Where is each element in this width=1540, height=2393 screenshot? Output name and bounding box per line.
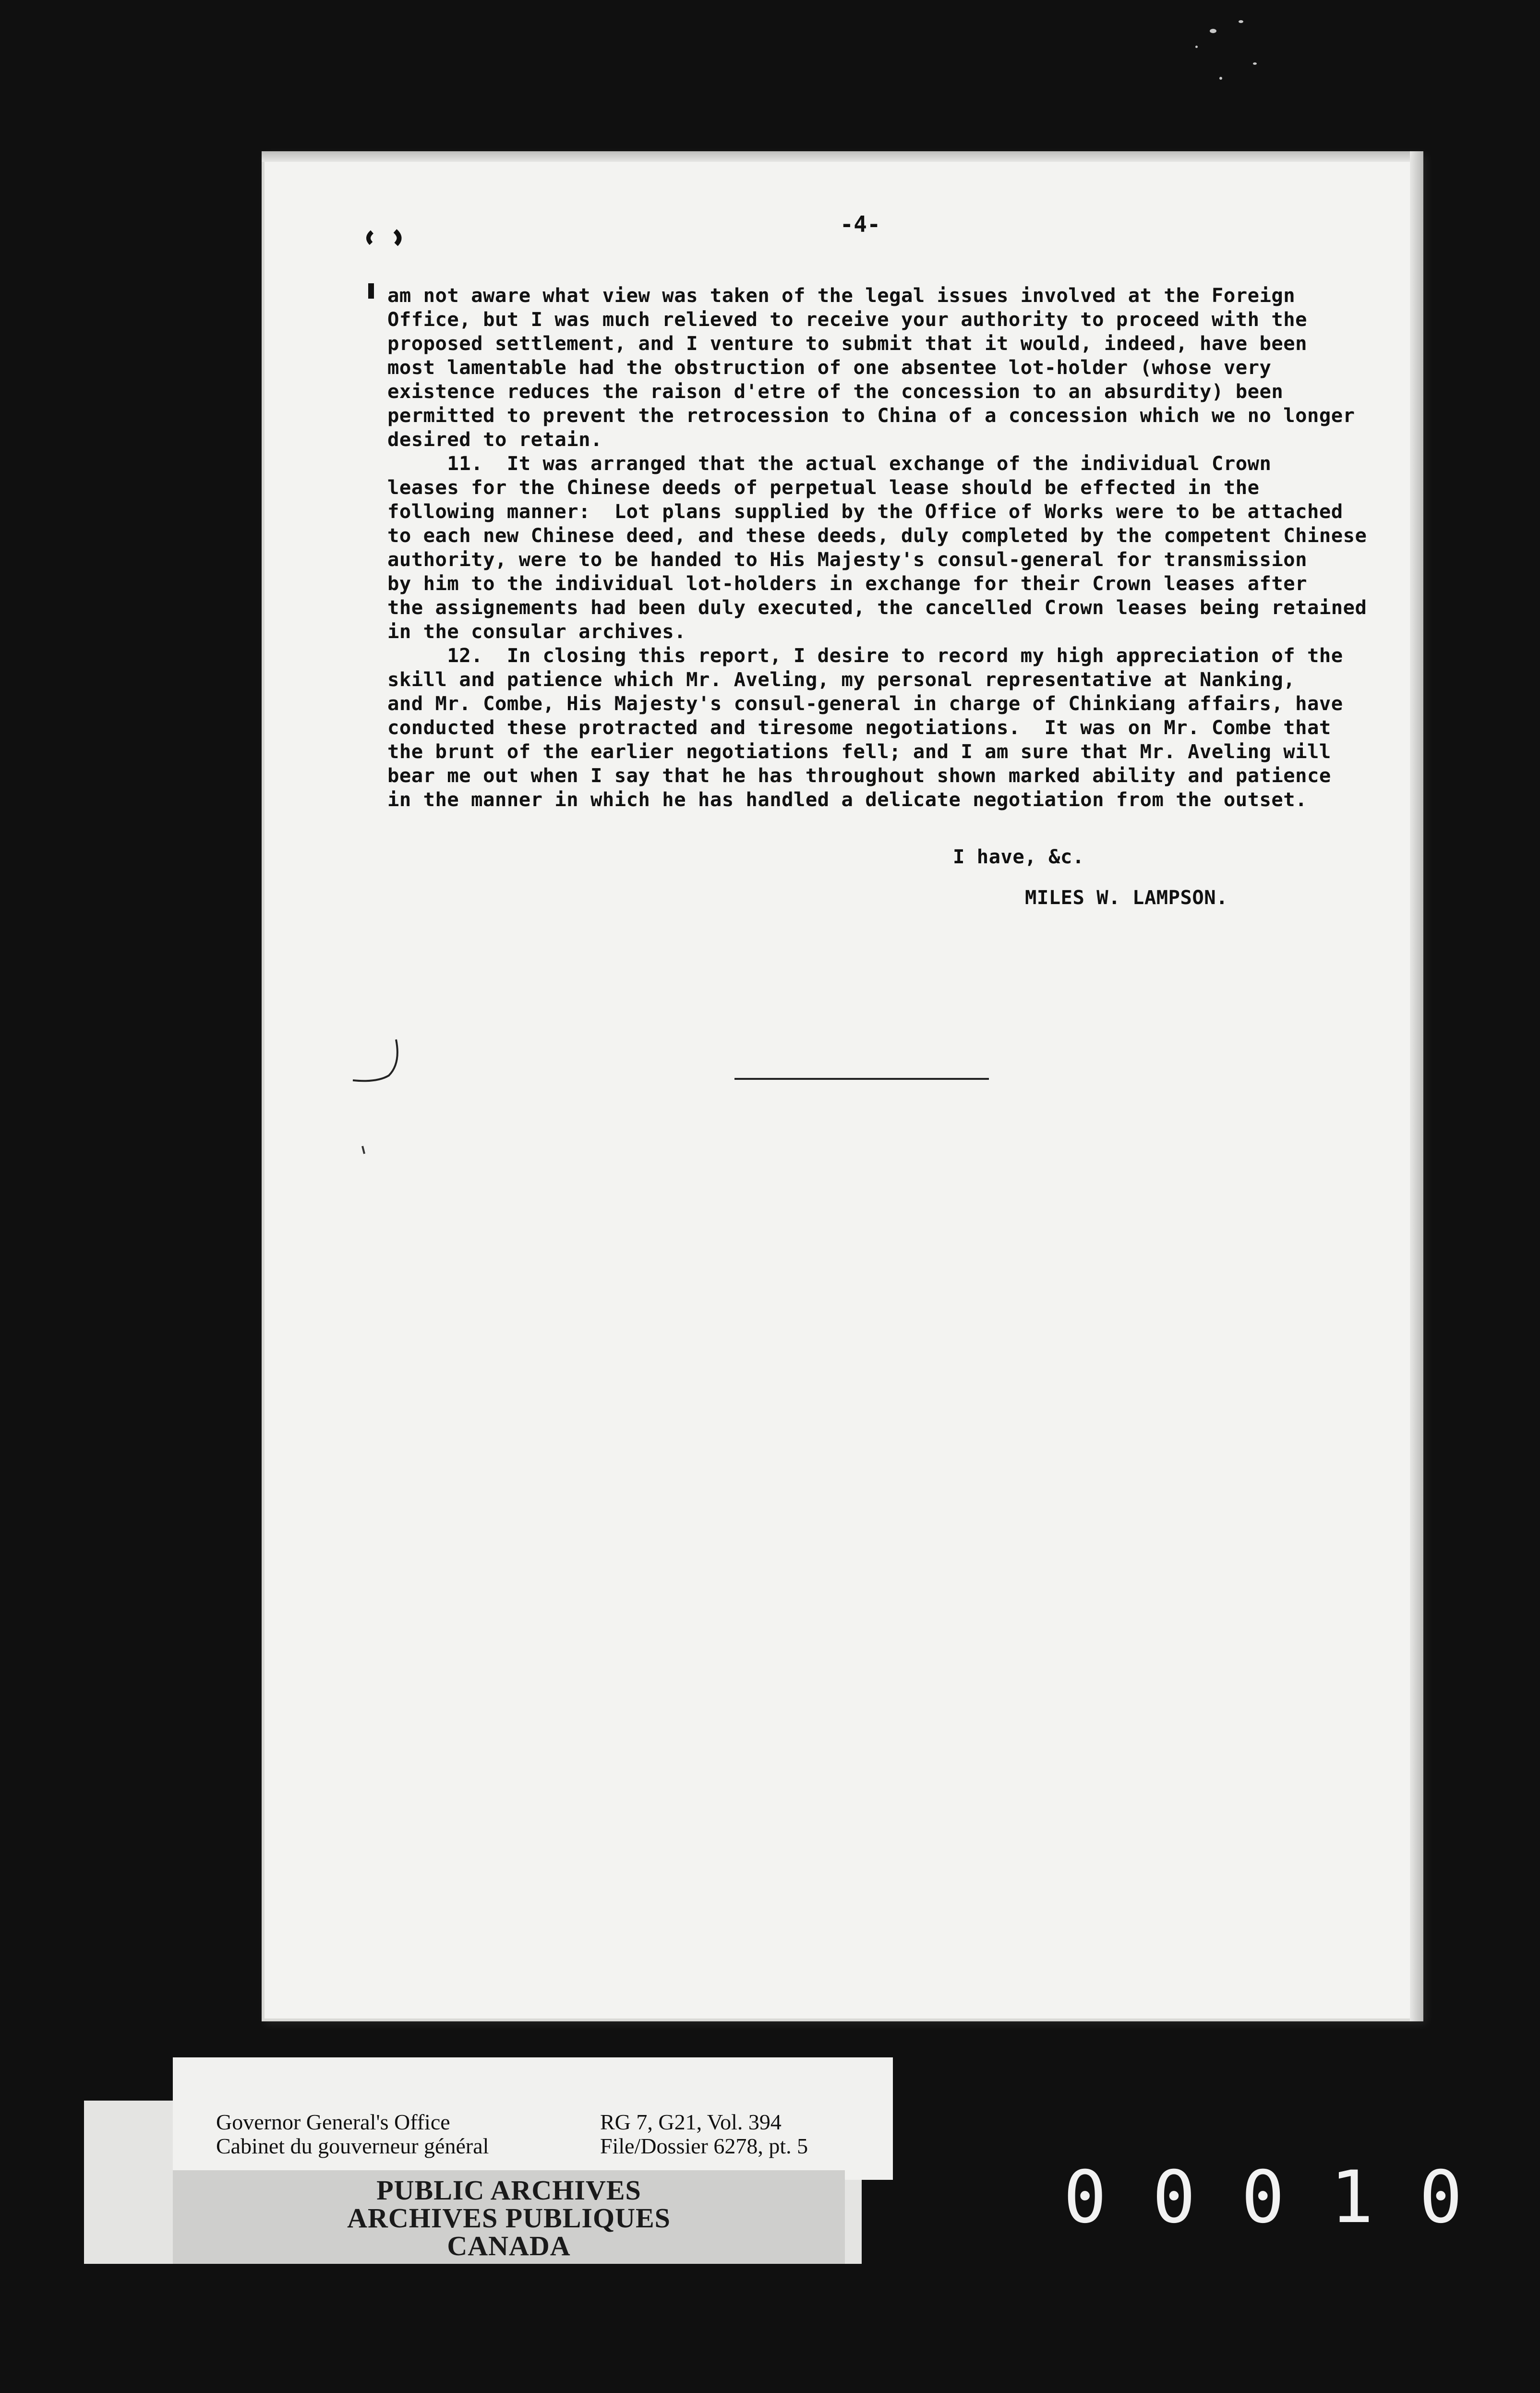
body-line: and Mr. Combe, His Majesty's consul-general in charge of Chinkiang affairs, have [387,692,1343,715]
body-line: in the manner in which he has handled a delicate negotiation from the outset. [387,788,1307,811]
closing-phrase: I have, &c. [953,845,1084,868]
film-speck [1219,77,1222,80]
document-page [262,151,1423,2021]
pencil-mark [343,1035,420,1160]
body-line: 11. It was arranged that the actual exchange of the individual Crown [387,452,1272,475]
label-reference: RG 7, G21, Vol. 394 [600,2110,782,2134]
closing-rule [734,1078,989,1080]
body-line: to each new Chinese deed, and these deeds, duly completed by the competent Chinese [387,524,1367,547]
label-office-fr: Cabinet du gouverneur général [216,2134,489,2158]
body-line: in the consular archives. [387,620,686,643]
body-line: by him to the individual lot-holders in exchange for their Crown leases after [387,572,1307,595]
stamp-line: CANADA [447,2230,571,2261]
body-line: the brunt of the earlier negotiations fell; and I am sure that Mr. Aveling will [387,740,1331,763]
frame-counter: 00010 [1063,2156,1508,2239]
signature: MILES W. LAMPSON. [1025,886,1228,909]
body-line: am not aware what view was taken of the legal issues involved at the Foreign [387,284,1296,307]
stamp-line: PUBLIC ARCHIVES [376,2175,641,2206]
body-line: desired to retain. [387,428,602,451]
body-line: existence reduces the raison d'etre of the concession to an absurdity) been [387,380,1284,403]
body-line: Office, but I was much relieved to receive your authority to proceed with the [387,308,1307,331]
page-number: -4- [840,211,881,237]
body-line: conducted these protracted and tiresome negotiations. It was on Mr. Combe that [387,716,1331,739]
body-line: authority, were to be handed to His Majesty's consul-general for transmission [387,548,1307,571]
body-line: proposed settlement, and I venture to submit that it would, indeed, have been [387,332,1307,355]
label-file: File/Dossier 6278, pt. 5 [600,2134,808,2158]
letter-body [387,283,1420,811]
page-top-edge [262,151,1423,162]
stamp-line: ARCHIVES PUBLIQUES [347,2202,671,2234]
body-line: bear me out when I say that he has throughout shown marked ability and patience [387,764,1331,787]
body-line: following manner: Lot plans supplied by the Office of Works were to be attached [387,500,1343,523]
label-office-en: Governor General's Office [216,2110,450,2134]
archive-label [173,2057,893,2180]
body-line: the assignements had been duly executed, the cancelled Crown leases being retained [387,596,1367,619]
archives-stamp [173,2170,845,2264]
body-line: permitted to prevent the retrocession to China of a concession which we no longer [387,404,1355,427]
film-speck [1253,62,1257,65]
body-line: skill and patience which Mr. Aveling, my personal representative at Nanking, [387,668,1296,691]
body-line: most lamentable had the obstruction of one absentee lot-holder (whose very [387,356,1272,379]
film-speck [1210,29,1216,33]
film-speck [1195,46,1198,48]
body-line: leases for the Chinese deeds of perpetual lease should be effected in the [387,476,1260,499]
film-speck [1239,20,1243,23]
body-line: 12. In closing this report, I desire to record my high appreciation of the [387,644,1343,667]
